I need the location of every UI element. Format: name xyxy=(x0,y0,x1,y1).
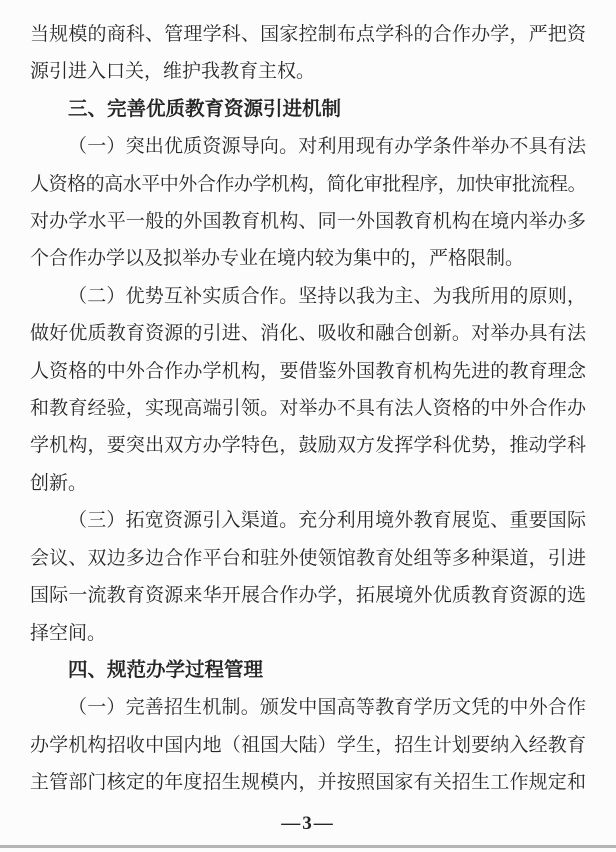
page-number: —3— xyxy=(281,813,335,834)
body-line: （一）完善招生机制。颁发中国高等教育学历文凭的中外合作 xyxy=(68,697,586,719)
body-line: 国际一流教育资源来华开展合作办学，拓展境外优质教育资源的选 xyxy=(30,585,586,607)
section-heading: 三、完善优质教育资源引进机制 xyxy=(68,97,342,120)
body-line: 主管部门核定的年度招生规模内，并按照国家有关招生工作规定和 xyxy=(30,772,586,794)
body-line: 当规模的商科、管理学科、国家控制布点学科的合作办学，严把资 xyxy=(30,24,586,45)
body-line: （一）突出优质资源导向。对利用现有办学条件举办不具有法 xyxy=(68,136,586,158)
body-line: 择空间。 xyxy=(30,622,107,644)
text-content xyxy=(30,16,586,802)
body-line: 会议、双边多边合作平台和驻外使领馆教育处组等多种渠道，引进 xyxy=(30,547,586,569)
body-line: 源引进入口关，维护我教育主权。 xyxy=(30,61,316,83)
body-line: 办学机构招收中国内地（祖国大陆）学生，招生计划要纳入经教育 xyxy=(30,734,586,756)
body-line: 对办学水平一般的外国教育机构、同一外国教育机构在境内举办多 xyxy=(30,211,586,233)
body-line: （二）优势互补实质合作。坚持以我为主、为我所用的原则， xyxy=(68,285,586,307)
body-line: 学机构，要突出双方办学特色，鼓励双方发挥学科优势，推动学科 xyxy=(30,435,586,457)
body-line: 个合作办学以及拟举办专业在境内较为集中的，严格限制。 xyxy=(30,248,525,270)
body-line: 人资格的高水平中外合作办学机构，简化审批程序，加快审批流程。 xyxy=(30,173,586,195)
body-line: 创新。 xyxy=(30,472,88,494)
body-line: 做好优质教育资源的引进、消化、吸收和融合创新。对举办具有法 xyxy=(30,323,586,345)
body-line: （三）拓宽资源引入渠道。充分利用境外教育展览、重要国际 xyxy=(68,510,586,532)
section-heading: 四、规范办学过程管理 xyxy=(68,658,264,681)
body-line: 人资格的中外合作办学机构，要借鉴外国教育机构先进的教育理念 xyxy=(30,360,586,382)
page-bottom-rule xyxy=(0,845,616,848)
body-line: 和教育经验，实现高端引领。对举办不具有法人资格的中外合作办 xyxy=(30,398,586,420)
